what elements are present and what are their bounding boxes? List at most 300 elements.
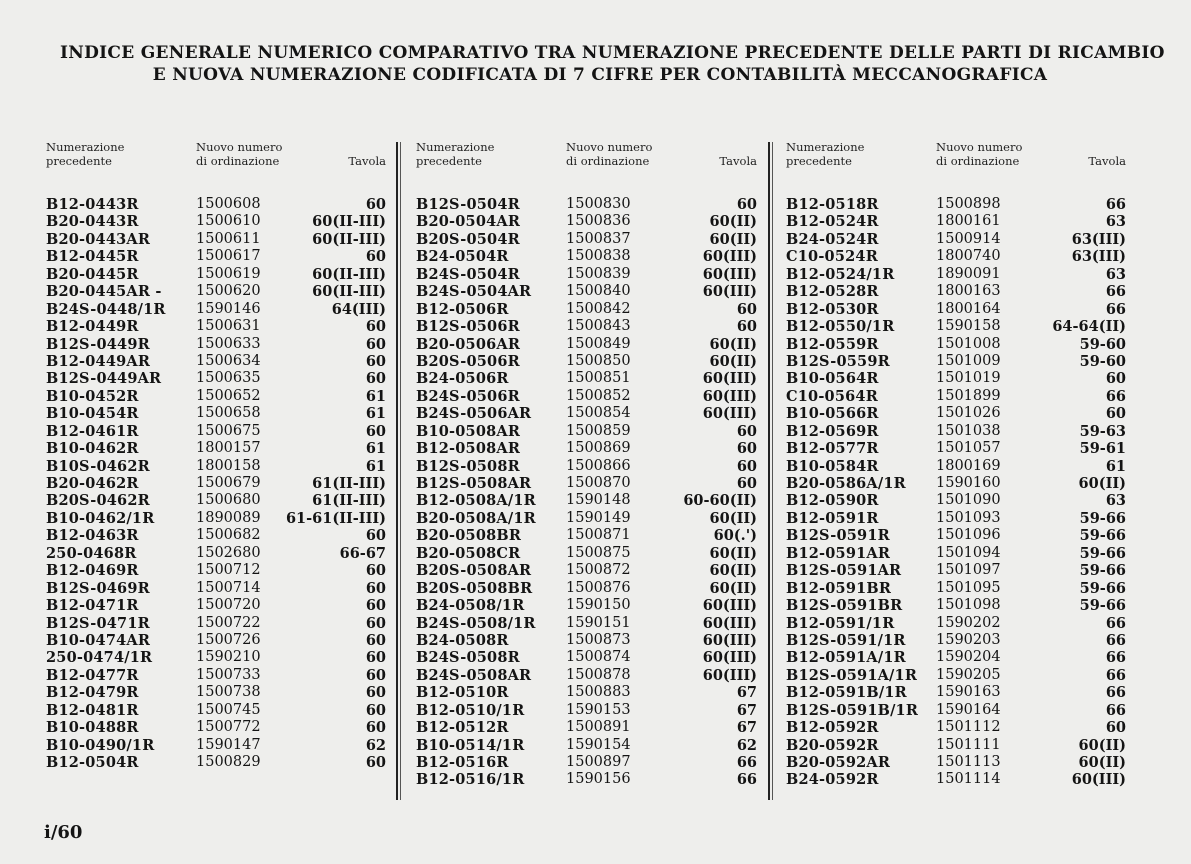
tavola-value: 60(II-III) [312, 213, 386, 231]
new-order-number: 1500854 [566, 405, 631, 422]
page-number: i/60 [44, 822, 83, 843]
tavola-value: 59-66 [1079, 597, 1126, 615]
previous-number: B12-0590R [786, 492, 879, 510]
column-divider [396, 142, 401, 800]
new-order-number: 1500883 [566, 684, 631, 701]
new-order-number: 1590202 [936, 614, 1001, 631]
new-order-number: 1590150 [566, 597, 631, 614]
tavola-value: 66 [736, 754, 757, 771]
new-order-number: 1500891 [566, 719, 631, 736]
new-order-number: 1500745 [196, 701, 261, 718]
tavola-value: 60(II) [709, 230, 757, 248]
new-order-number: 1501019 [936, 370, 1001, 387]
new-order-number: 1500859 [566, 422, 631, 439]
previous-number: B20-0592R [786, 736, 879, 754]
new-order-number: 1500829 [196, 754, 261, 770]
previous-number: B12-0528R [786, 283, 879, 301]
table-row [786, 231, 1126, 248]
new-order-number: 1500869 [566, 440, 631, 457]
table-row [416, 492, 757, 509]
previous-number: B10-0566R [786, 405, 879, 423]
previous-number: B12S-0591/1R [786, 631, 906, 649]
tavola-value: 60(II) [709, 335, 757, 353]
tavola-value: 61(II-III) [312, 492, 386, 510]
header-numerazione-precedente: Numerazione precedente [46, 140, 125, 168]
tavola-value: 66 [1105, 300, 1126, 318]
table-row [416, 231, 757, 248]
rows-column-3 [786, 196, 1126, 789]
table-row [416, 510, 757, 527]
new-order-number: 1500738 [196, 684, 261, 701]
previous-number: B12-0506R [416, 300, 509, 318]
previous-number: B20-0445R [46, 265, 139, 283]
tavola-value: 61-61(II-III) [285, 509, 386, 527]
table-row [416, 301, 757, 318]
tavola-value: 60(II) [709, 579, 757, 597]
tavola-value: 66 [1105, 283, 1126, 301]
new-order-number: 1501093 [936, 509, 1001, 526]
table-row [786, 510, 1126, 527]
tavola-value: 60(II) [1078, 736, 1126, 754]
new-order-number: 1500631 [196, 318, 261, 335]
table-row [786, 580, 1126, 597]
tavola-value: 60 [365, 248, 386, 266]
tavola-value: 60 [1105, 405, 1126, 423]
table-row [46, 266, 386, 283]
previous-number: B10-0490/1R [46, 736, 155, 754]
table-row [786, 754, 1126, 771]
new-order-number: 1800740 [936, 248, 1001, 265]
previous-number: B12-0449R [46, 318, 139, 336]
previous-number: B20-0443R [46, 213, 139, 231]
tavola-value: 61 [1105, 457, 1126, 475]
header-tavola: Tavola [348, 154, 386, 168]
previous-number: B24-0506R [416, 370, 509, 388]
table-row [786, 562, 1126, 579]
previous-number: B20-0508A/1R [416, 509, 536, 527]
previous-number: B20-0586A/1R [786, 475, 906, 492]
new-order-number: 1501057 [936, 440, 1001, 457]
new-order-number: 1500850 [566, 352, 631, 369]
previous-number: B12-0530R [786, 300, 879, 318]
tavola-value: 63 [1105, 492, 1126, 510]
table-row [46, 632, 386, 649]
tavola-value: 60 [365, 631, 386, 649]
tavola-value: 66 [1105, 684, 1126, 702]
table-row [786, 649, 1126, 666]
table-row [786, 405, 1126, 422]
previous-number: B12S-0591AR [786, 562, 902, 580]
previous-number: B12S-0469R [46, 579, 150, 597]
new-order-number: 1590147 [196, 736, 261, 753]
new-order-number: 1590203 [936, 631, 1001, 648]
tavola-value: 60 [736, 440, 757, 458]
new-order-number: 1500837 [566, 230, 631, 247]
table-row [786, 702, 1126, 719]
new-order-number: 1590204 [936, 649, 1001, 666]
tavola-value: 60 [365, 335, 386, 353]
previous-number: B12-0591B/1R [786, 684, 907, 702]
new-order-number: 1590149 [566, 509, 631, 526]
new-order-number: 1590163 [936, 684, 1001, 701]
table-row [416, 248, 757, 265]
new-order-number: 1500836 [566, 213, 631, 230]
tavola-value: 60 [365, 579, 386, 597]
tavola-value: 60 [365, 684, 386, 702]
new-order-number: 1500914 [936, 230, 1001, 247]
tavola-value: 59-66 [1079, 527, 1126, 545]
previous-number: B10-0508AR [416, 422, 521, 440]
previous-number: B12-0512R [416, 719, 509, 737]
previous-number: B12-0510/1R [416, 701, 525, 719]
tavola-value: 59-60 [1079, 352, 1126, 370]
tavola-value: 62 [736, 736, 757, 754]
table-row [46, 702, 386, 719]
table-row [786, 719, 1126, 736]
table-row [46, 213, 386, 230]
header-nuovo-numero: Nuovo numero di ordinazione [196, 140, 283, 168]
tavola-value: 60 [736, 475, 757, 492]
new-order-number: 1500635 [196, 370, 261, 387]
tavola-value: 66 [736, 771, 757, 789]
column-divider [768, 142, 773, 800]
previous-number: B12-0516R [416, 754, 509, 771]
tavola-value: 60 [1105, 719, 1126, 737]
new-order-number: 1500838 [566, 248, 631, 265]
new-order-number: 1500843 [566, 318, 631, 335]
previous-number: 250-0468R [46, 544, 137, 562]
index-column-1 [46, 140, 386, 800]
new-order-number: 1590154 [566, 736, 631, 753]
table-row [786, 301, 1126, 318]
tavola-value: 60 [365, 318, 386, 336]
tavola-value: 61 [365, 405, 386, 423]
index-column-3 [786, 140, 1126, 800]
previous-number: B24S-0504AR [416, 283, 532, 301]
previous-number: C10-0564R [786, 387, 878, 405]
tavola-value: 60(II-III) [312, 283, 386, 301]
new-order-number: 1500840 [566, 283, 631, 300]
table-row [786, 388, 1126, 405]
page-title [60, 42, 1165, 86]
tavola-value: 67 [736, 701, 757, 719]
table-row [416, 423, 757, 440]
tavola-value: 60(II-III) [312, 265, 386, 283]
previous-number: B12S-0508R [416, 457, 520, 475]
tavola-value: 60(II) [709, 562, 757, 580]
table-row [46, 196, 386, 213]
tavola-value: 60 [365, 614, 386, 632]
table-row [416, 771, 757, 788]
new-order-number: 1500866 [566, 457, 631, 474]
header-numerazione-precedente: Numerazione precedente [416, 140, 495, 168]
table-row [416, 754, 757, 771]
new-order-number: 1800163 [936, 283, 1001, 300]
new-order-number: 1500714 [196, 579, 261, 596]
new-order-number: 1500870 [566, 475, 631, 491]
tavola-value: 60(II) [1078, 475, 1126, 492]
previous-number: B12-0516/1R [416, 771, 525, 789]
tavola-value: 60(III) [1071, 771, 1126, 789]
tavola-value: 60 [365, 719, 386, 737]
previous-number: B20S-0462R [46, 492, 150, 510]
new-order-number: 1501098 [936, 597, 1001, 614]
new-order-number: 1500675 [196, 422, 261, 439]
previous-number: B12-0591R [786, 509, 879, 527]
new-order-number: 1500610 [196, 213, 261, 230]
table-row [416, 370, 757, 387]
table-row [786, 213, 1126, 230]
table-row [416, 475, 757, 492]
table-row [416, 440, 757, 457]
previous-number: B12-0591/1R [786, 614, 895, 632]
new-order-number: 1500633 [196, 335, 261, 352]
table-row [416, 597, 757, 614]
new-order-number: 1500712 [196, 562, 261, 579]
tavola-value: 61(II-III) [312, 475, 386, 492]
table-row [416, 353, 757, 370]
new-order-number: 1500839 [566, 265, 631, 282]
previous-number: B24-0508R [416, 631, 509, 649]
new-order-number: 1800161 [936, 213, 1001, 230]
previous-number: B20S-0508BR [416, 579, 533, 597]
table-row [786, 283, 1126, 300]
table-row [786, 266, 1126, 283]
previous-number: B20-0508CR [416, 544, 521, 562]
tavola-value: 59-60 [1079, 335, 1126, 353]
tavola-value: 60(II-III) [312, 230, 386, 248]
new-order-number: 1501096 [936, 527, 1001, 544]
tavola-value: 60 [736, 196, 757, 213]
table-row [416, 702, 757, 719]
new-order-number: 1500876 [566, 579, 631, 596]
tavola-value: 60(.') [713, 527, 757, 545]
previous-number: B12-0518R [786, 196, 879, 213]
header-nuovo-numero: Nuovo numero di ordinazione [566, 140, 653, 168]
tavola-value: 60 [1105, 370, 1126, 388]
table-row [46, 719, 386, 736]
tavola-value: 60(III) [702, 649, 757, 667]
table-row [416, 213, 757, 230]
new-order-number: 1500608 [196, 196, 261, 212]
header-tavola: Tavola [1088, 154, 1126, 168]
tavola-value: 60(III) [702, 597, 757, 615]
title-line-1: INDICE GENERALE NUMERICO COMPARATIVO TRA NUMERAZIONE PRECEDENTE DELLE PARTI DI RICAMBIO [60, 43, 1165, 63]
new-order-number: 1800169 [936, 457, 1001, 474]
tavola-value: 60 [365, 597, 386, 615]
tavola-value: 60 [365, 422, 386, 440]
previous-number: B12S-0506R [416, 318, 520, 336]
tavola-value: 60(III) [702, 614, 757, 632]
table-row [46, 440, 386, 457]
tavola-value: 60 [365, 527, 386, 545]
new-order-number: 1500898 [936, 196, 1001, 212]
table-row [416, 737, 757, 754]
new-order-number: 1501026 [936, 405, 1001, 422]
tavola-value: 60 [736, 457, 757, 475]
previous-number: B12-0559R [786, 335, 879, 353]
table-row [786, 336, 1126, 353]
new-order-number: 1500652 [196, 387, 261, 404]
previous-number: B24-0524R [786, 230, 879, 248]
previous-number: B10-0564R [786, 370, 879, 388]
previous-number: B20-0443AR [46, 230, 151, 248]
previous-number: B10-0514/1R [416, 736, 525, 754]
table-row [786, 248, 1126, 265]
new-order-number: 1500726 [196, 631, 261, 648]
new-order-number: 1890089 [196, 509, 261, 526]
table-row [416, 458, 757, 475]
new-order-number: 1500619 [196, 265, 261, 282]
new-order-number: 1590160 [936, 475, 1001, 491]
table-row [416, 405, 757, 422]
header-nuovo-numero: Nuovo numero di ordinazione [936, 140, 1023, 168]
previous-number: B12-0463R [46, 527, 139, 545]
previous-number: B12S-0559R [786, 352, 890, 370]
tavola-value: 63(III) [1071, 248, 1126, 266]
table-row [46, 388, 386, 405]
previous-number: 250-0474/1R [46, 649, 153, 667]
previous-number: B12S-0508AR [416, 475, 532, 492]
table-row [416, 580, 757, 597]
previous-number: B12S-0449AR [46, 370, 162, 388]
new-order-number: 1500878 [566, 666, 631, 683]
tavola-value: 60(III) [702, 370, 757, 388]
new-order-number: 1500871 [566, 527, 631, 544]
tavola-value: 60 [365, 754, 386, 771]
previous-number: B24-0508/1R [416, 597, 525, 615]
new-order-number: 1500875 [566, 544, 631, 561]
table-row [786, 318, 1126, 335]
tavola-value: 66 [1105, 666, 1126, 684]
new-order-number: 1501038 [936, 422, 1001, 439]
previous-number: B10-0462R [46, 440, 139, 458]
tavola-value: 60(III) [702, 248, 757, 266]
new-order-number: 1590151 [566, 614, 631, 631]
previous-number: B12S-0591B/1R [786, 701, 919, 719]
new-order-number: 1501899 [936, 387, 1001, 404]
tavola-value: 60 [736, 300, 757, 318]
previous-number: B20S-0508AR [416, 562, 532, 580]
new-order-number: 1500682 [196, 527, 261, 544]
previous-number: B24S-0508/1R [416, 614, 536, 632]
table-row [46, 301, 386, 318]
table-row [416, 196, 757, 213]
new-order-number: 1501112 [936, 719, 1001, 736]
table-row [786, 423, 1126, 440]
tavola-value: 60(III) [702, 265, 757, 283]
new-order-number: 1590148 [566, 492, 631, 509]
tavola-value: 67 [736, 684, 757, 702]
tavola-value: 64(III) [331, 300, 386, 318]
previous-number: B24S-0448/1R [46, 300, 166, 318]
table-row [416, 266, 757, 283]
new-order-number: 1590153 [566, 701, 631, 718]
title-line-2: E NUOVA NUMERAZIONE CODIFICATA DI 7 CIFRE PER CONTABILITÀ MECCANOGRAFICA [152, 65, 1048, 85]
new-order-number: 1500611 [196, 230, 261, 247]
table-row [46, 545, 386, 562]
previous-number: B12-0508A/1R [416, 492, 536, 510]
new-order-number: 1590156 [566, 771, 631, 788]
table-row [786, 196, 1126, 213]
previous-number: B10S-0462R [46, 457, 150, 475]
tavola-value: 62 [365, 736, 386, 754]
previous-number: B10-0474AR [46, 631, 151, 649]
table-row [786, 632, 1126, 649]
new-order-number: 1501113 [936, 754, 1001, 770]
table-row [786, 492, 1126, 509]
previous-number: B12-0591AR [786, 544, 891, 562]
new-order-number: 1500830 [566, 196, 631, 212]
table-row [46, 336, 386, 353]
table-row [46, 615, 386, 632]
previous-number: B12-0569R [786, 422, 879, 440]
table-row [416, 562, 757, 579]
tavola-value: 60 [736, 318, 757, 336]
header-numerazione-precedente: Numerazione precedente [786, 140, 865, 168]
tavola-value: 60 [736, 422, 757, 440]
new-order-number: 1500872 [566, 562, 631, 579]
previous-number: B12-0550/1R [786, 318, 895, 336]
table-row [46, 475, 386, 492]
table-row [46, 684, 386, 701]
previous-number: B20-0504AR [416, 213, 521, 231]
tavola-value: 66 [1105, 701, 1126, 719]
previous-number: B12-0592R [786, 719, 879, 737]
tavola-value: 60(II) [709, 509, 757, 527]
tavola-value: 60(II) [1078, 754, 1126, 771]
new-order-number: 1500772 [196, 719, 261, 736]
table-row [46, 248, 386, 265]
table-row [46, 527, 386, 544]
tavola-value: 64-64(II) [1052, 318, 1126, 336]
table-row [416, 545, 757, 562]
new-order-number: 1501114 [936, 771, 1001, 788]
tavola-value: 60 [365, 196, 386, 213]
previous-number: B24S-0508R [416, 649, 520, 667]
table-row [46, 492, 386, 509]
tavola-value: 59-61 [1079, 440, 1126, 458]
tavola-value: 59-66 [1079, 544, 1126, 562]
table-row [46, 458, 386, 475]
new-order-number: 1800164 [936, 300, 1001, 317]
table-row [46, 353, 386, 370]
previous-number: B12-0477R [46, 666, 139, 684]
table-row [46, 580, 386, 597]
previous-number: B12-0449AR [46, 352, 151, 370]
tavola-value: 66 [1105, 387, 1126, 405]
new-order-number: 1500897 [566, 754, 631, 770]
tavola-value: 66 [1105, 649, 1126, 667]
new-order-number: 1500620 [196, 283, 261, 300]
tavola-value: 60(II) [709, 544, 757, 562]
previous-number: C10-0524R [786, 248, 878, 266]
new-order-number: 1500634 [196, 352, 261, 369]
table-row [46, 649, 386, 666]
tavola-value: 66-67 [339, 544, 386, 562]
previous-number: B12-0479R [46, 684, 139, 702]
new-order-number: 1800158 [196, 457, 261, 474]
table-row [786, 475, 1126, 492]
tavola-value: 60 [365, 701, 386, 719]
table-row [416, 336, 757, 353]
previous-number: B10-0452R [46, 387, 139, 405]
previous-number: B12S-0591R [786, 527, 890, 545]
tavola-value: 61 [365, 440, 386, 458]
new-order-number: 1502680 [196, 544, 261, 561]
table-row [416, 649, 757, 666]
table-row [786, 597, 1126, 614]
